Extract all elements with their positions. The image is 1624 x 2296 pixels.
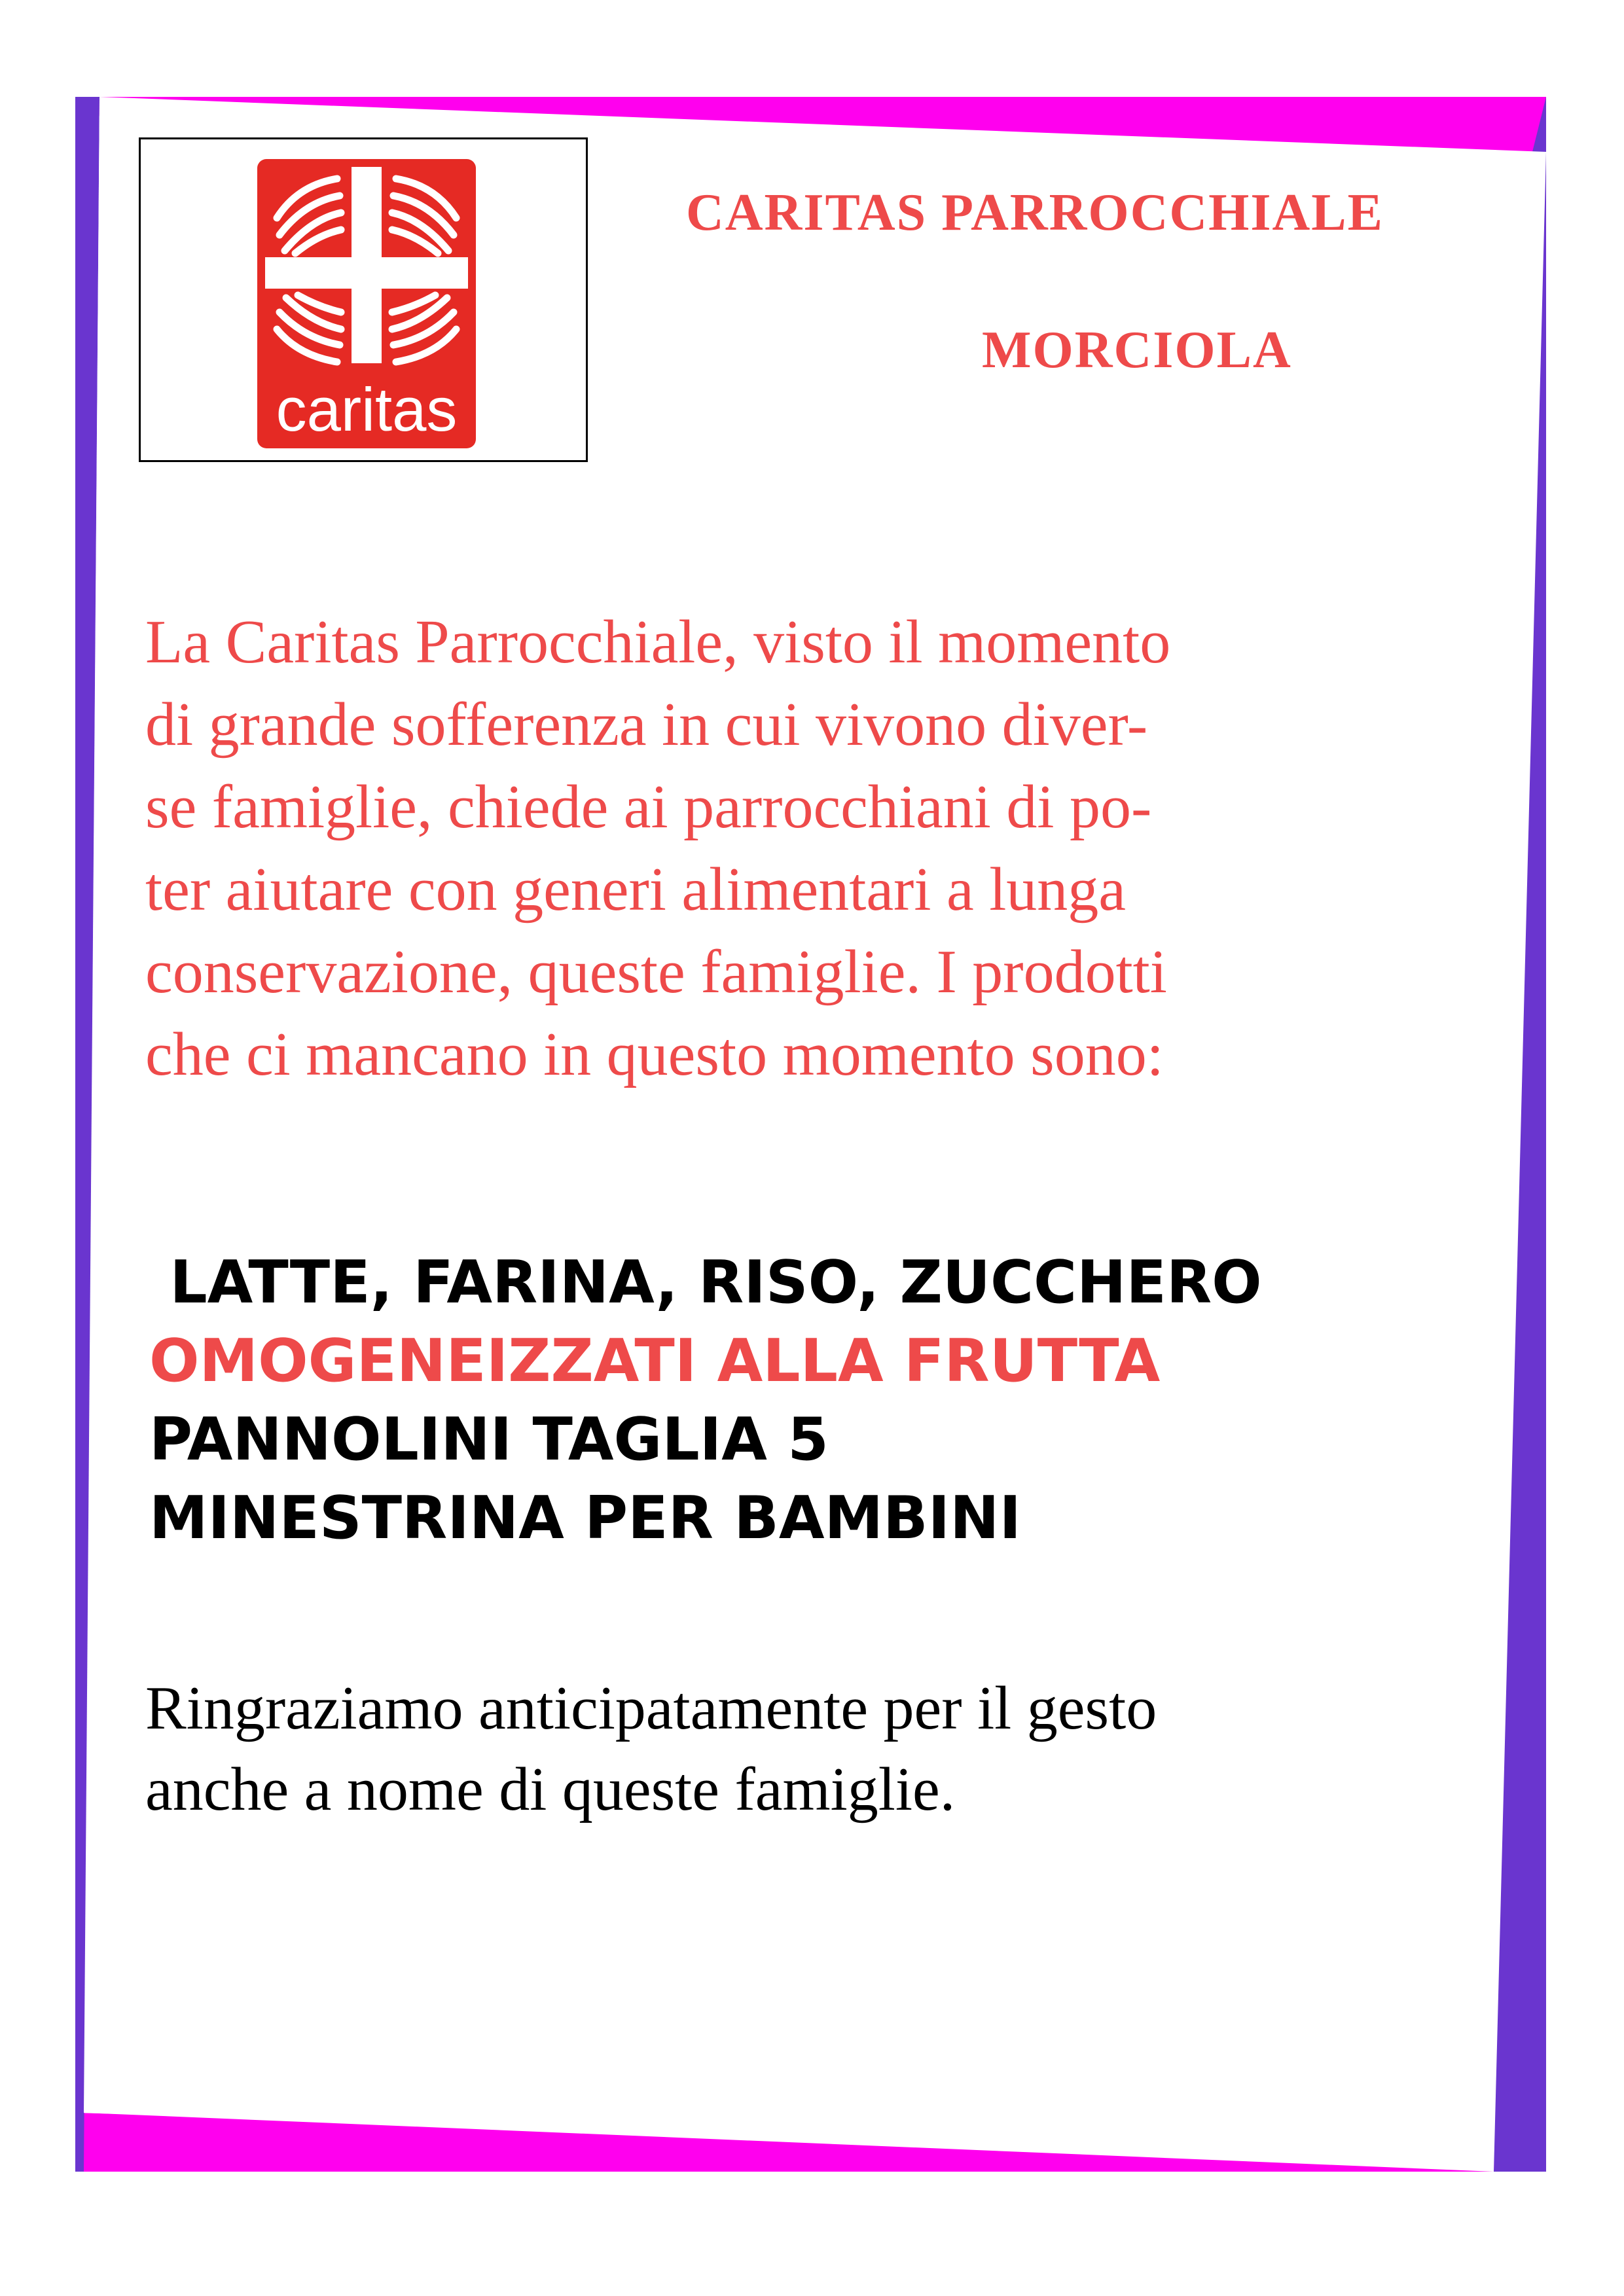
intro-line: che ci mancano in questo momento sono:: [145, 1020, 1164, 1088]
closing-line: Ringraziamo anticipatamente per il gesto: [145, 1674, 1157, 1742]
closing-paragraph: [145, 1668, 1157, 1830]
intro-line: conservazione, queste famiglie. I prodotti: [145, 938, 1167, 1006]
intro-paragraph: [145, 601, 1389, 1096]
item-minestrina: MINESTRINA PER BAMBINI: [149, 1484, 1021, 1552]
intro-line: La Caritas Parrocchiale, visto il momento: [145, 608, 1171, 676]
caritas-logo: [139, 137, 588, 462]
intro-line: se famiglie, chiede ai parrocchiani di po-: [145, 773, 1152, 841]
header-subtitle: MORCIOLA: [982, 321, 1292, 379]
item-pannolini: PANNOLINI TAGLIA 5: [149, 1405, 829, 1474]
caritas-cross-logo-icon: [141, 139, 586, 460]
logo-word: caritas: [276, 375, 458, 444]
closing-line: anche a nome di queste famiglie.: [145, 1755, 956, 1823]
item-omogeneizzati: OMOGENEIZZATI ALLA FRUTTA: [149, 1327, 1161, 1395]
item-latte-farina-riso-zucchero: LATTE, FARINA, RISO, ZUCCHERO: [149, 1248, 1262, 1317]
intro-line: ter aiutare con generi alimentari a lunga: [145, 855, 1127, 924]
needed-items-list: [149, 1244, 1262, 1558]
header-title: CARITAS PARROCCHIALE: [686, 184, 1384, 242]
logo-cross-horizontal: [265, 257, 468, 289]
intro-line: di grande sofferenza in cui vivono diver-: [145, 691, 1148, 759]
